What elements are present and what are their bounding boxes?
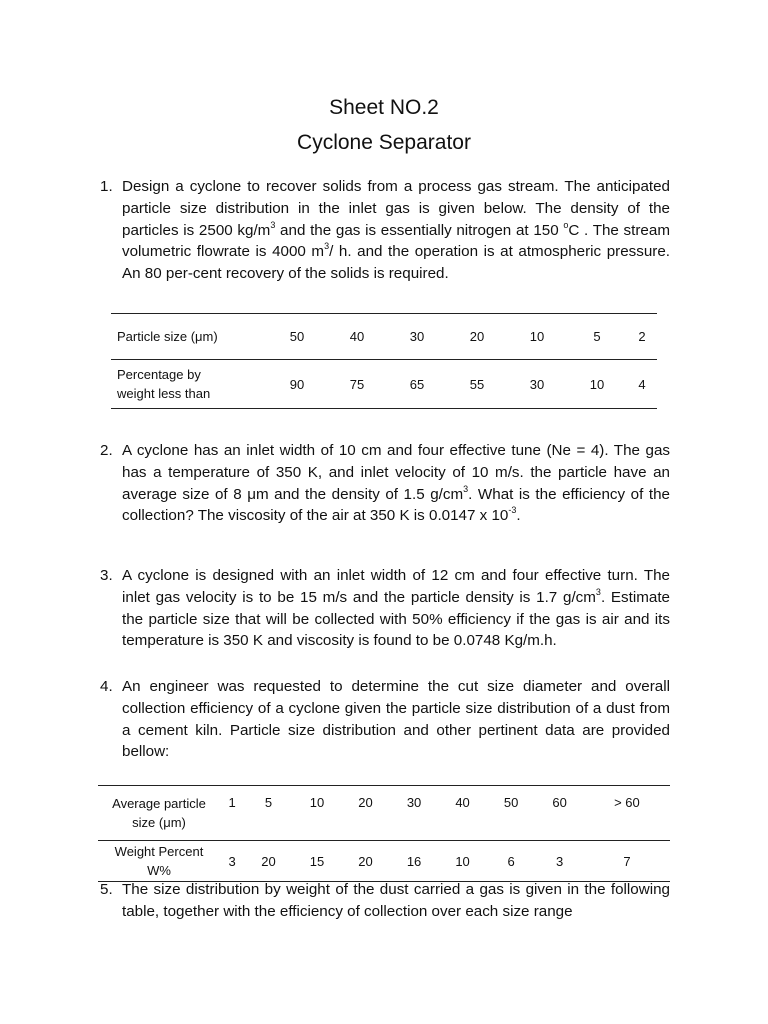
table-cell: 20 xyxy=(358,853,373,869)
particle-size-table xyxy=(111,313,657,409)
table-cell: 75 xyxy=(349,376,365,392)
table-row xyxy=(98,841,670,882)
question-text: An engineer was requested to determine the cut size diameter and overall collection efficiency of a cyclone given the particle size distribution of a dust from a cement kiln. Particle size distribution and other pertinent data are provided bellow: xyxy=(122,678,670,761)
table-cell: 3 xyxy=(555,853,564,869)
table-cell: 5 xyxy=(244,786,293,841)
table-cell: 50 xyxy=(267,314,327,360)
table-cell: 10 xyxy=(293,786,342,841)
table-row xyxy=(98,786,670,841)
question-number: 2. xyxy=(100,442,113,459)
table-cell: 60 xyxy=(535,786,584,841)
table-cell: 16 xyxy=(406,853,422,869)
table-cell: 20 xyxy=(447,314,507,360)
table-cell: 30 xyxy=(529,376,545,392)
table-cell: 55 xyxy=(469,376,485,392)
table-cell: 20 xyxy=(341,786,390,841)
table-row xyxy=(111,314,657,360)
question-number: 3. xyxy=(100,567,113,584)
row-label: Percentage by weight less than xyxy=(117,367,211,401)
table-cell: 10 xyxy=(455,853,470,869)
table-row xyxy=(111,360,657,409)
row-label: Particle size (μm) xyxy=(111,314,267,360)
question-number: 5. xyxy=(100,881,113,898)
table-cell: 6 xyxy=(507,853,515,869)
table-cell: 20 xyxy=(261,853,276,869)
question-number: 1. xyxy=(100,178,113,195)
table-cell: 1 xyxy=(220,786,244,841)
cement-dust-table xyxy=(98,785,670,882)
table-cell: 10 xyxy=(589,376,605,392)
table-cell: 65 xyxy=(409,376,425,392)
sheet-title: Sheet NO.2 xyxy=(329,96,439,119)
table-cell: 7 xyxy=(623,853,631,869)
row-label: Weight Percent W% xyxy=(114,844,204,878)
table-cell: 30 xyxy=(390,786,439,841)
table-cell: 2 xyxy=(627,314,657,360)
table-cell: 15 xyxy=(309,853,325,869)
table-cell: 40 xyxy=(327,314,387,360)
question-text: A cyclone has an inlet width of 10 cm and four effective tune (Ne = 4). The gas has a temperature of 350 K, and inlet velocity of 10 m/s. the particle have an average size of 8 μm and the density of 1.5 $g/cm^3$. What is the efficiency of the collection? The viscosity of the air at 350 K is 0.0147 x $10^{-3}$. xyxy=(122,442,670,525)
table-cell: > 60 xyxy=(584,786,670,841)
table-cell: 10 xyxy=(507,314,567,360)
table-cell: 4 xyxy=(638,376,646,392)
question-4 xyxy=(100,676,670,763)
table-cell: 40 xyxy=(438,786,487,841)
question-text: The size distribution by weight of the dust carried a gas is given in the following table, together with the efficiency of collection over each size range xyxy=(122,881,670,920)
question-1 xyxy=(100,176,670,285)
table-cell: 90 xyxy=(289,376,305,392)
table-cell: 5 xyxy=(567,314,627,360)
question-2 xyxy=(100,440,670,527)
table-cell: 3 xyxy=(228,853,236,869)
table-cell: 50 xyxy=(487,786,536,841)
table-cell: 30 xyxy=(387,314,447,360)
row-label: Average particle size (μm) xyxy=(98,786,220,841)
sheet-subtitle: Cyclone Separator xyxy=(297,131,471,154)
question-number: 4. xyxy=(100,678,113,695)
question-5 xyxy=(100,879,670,923)
question-text: A cyclone is designed with an inlet width of 12 cm and four effective turn. The inlet gas velocity is to be 15 m/s and the particle density is 1.7 $g/cm^3$. Estimate the particle size that will be collected with 50% efficiency if the gas is air and its temperature is 350 K and viscosity is found to be 0.0748 Kg/m.h. xyxy=(122,567,670,650)
question-text: Design a cyclone to recover solids from a process gas stream. The anticipated particle size distribution in the inlet gas is given below. The density of the particles is 2500 $kg/m^3$ and the gas is essentially nitrogen at 150 $^o$C . The stream volumetric flowrate is 4000 $m^3/$ h. and the operation is at atmospheric pressure. An 80 per-cent recovery of the solids is required. xyxy=(122,178,670,283)
question-3 xyxy=(100,565,670,652)
